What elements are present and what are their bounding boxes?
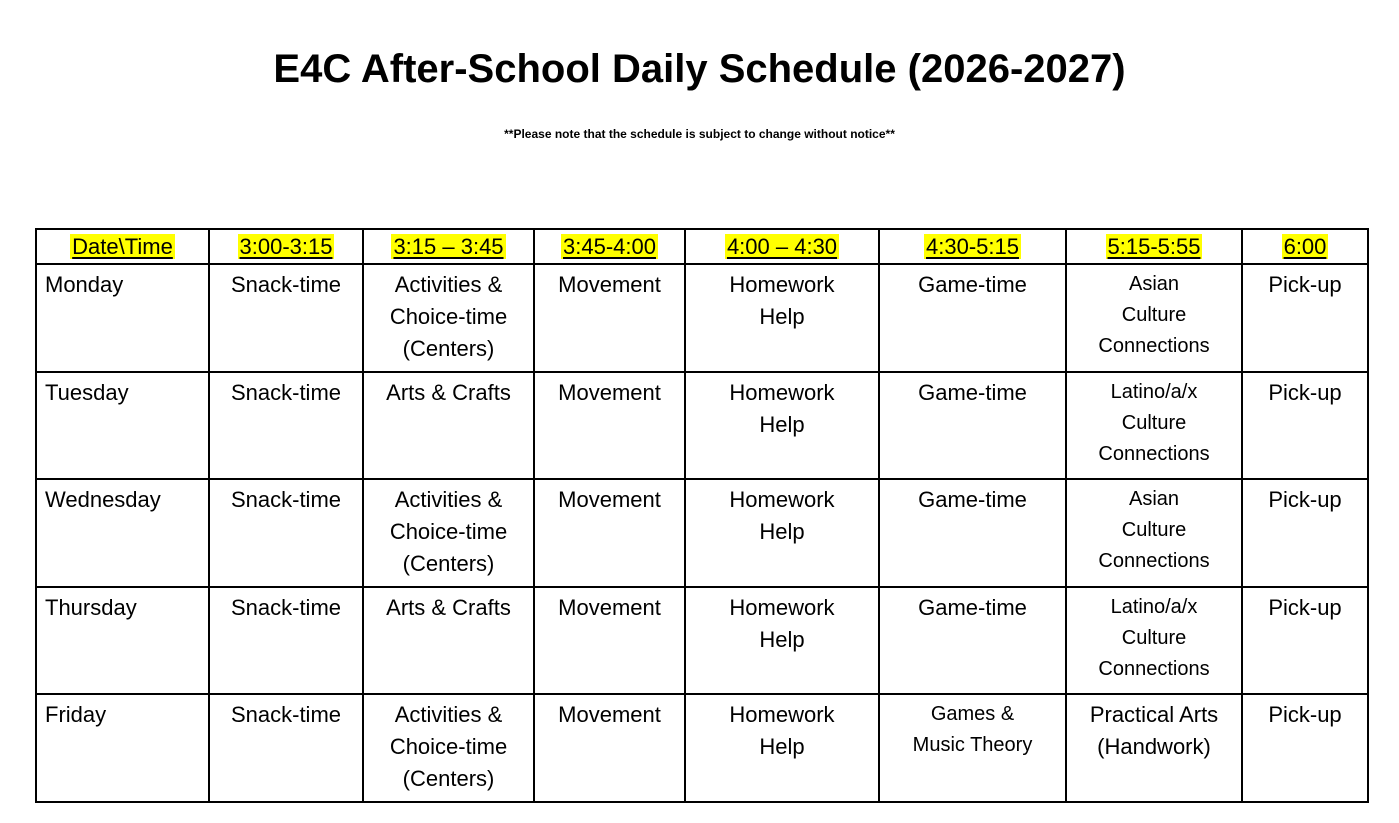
header-cell (1242, 229, 1368, 264)
cell-line: Culture (1121, 412, 1187, 434)
schedule-cell (1066, 264, 1242, 372)
day-cell: Friday (36, 694, 209, 802)
cell-line: Homework (729, 380, 835, 405)
schedule-cell: Pick-up (1242, 264, 1368, 372)
cell-line: Arts & Crafts (386, 380, 511, 405)
schedule-cell (879, 372, 1066, 479)
cell-line: Asian (1128, 488, 1180, 510)
schedule-cell (1066, 587, 1242, 694)
schedule-cell: Pick-up (1242, 479, 1368, 587)
table-row (36, 587, 1368, 694)
schedule-cell: Snack-time (209, 694, 363, 802)
schedule-cell: Movement (534, 694, 685, 802)
header-cell (879, 229, 1066, 264)
day-cell: Thursday (36, 587, 209, 694)
schedule-cell (879, 264, 1066, 372)
header-label: 3:15 – 3:45 (393, 234, 504, 259)
cell-line: (Centers) (402, 551, 495, 576)
schedule-cell: Movement (534, 587, 685, 694)
cell-line: Game-time (918, 272, 1027, 297)
cell-line: (Centers) (402, 766, 495, 791)
header-cell (209, 229, 363, 264)
schedule-cell: Snack-time (209, 264, 363, 372)
cell-line: Latino/a/x (1110, 596, 1198, 618)
header-label: 3:45-4:00 (563, 234, 656, 259)
cell-line: Choice-time (389, 304, 508, 329)
schedule-cell (685, 372, 879, 479)
schedule-cell (363, 694, 534, 802)
schedule-cell (879, 587, 1066, 694)
cell-line: Activities & (394, 487, 503, 512)
schedule-cell (685, 264, 879, 372)
day-cell: Monday (36, 264, 209, 372)
schedule-cell: Snack-time (209, 587, 363, 694)
schedule-cell (879, 479, 1066, 587)
cell-line: Homework (729, 272, 835, 297)
cell-line: Culture (1121, 519, 1187, 541)
cell-line: Arts & Crafts (386, 595, 511, 620)
schedule-change-notice: **Please note that the schedule is subject to change without notice** (504, 127, 895, 141)
schedule-cell: Pick-up (1242, 587, 1368, 694)
cell-line: Choice-time (389, 519, 508, 544)
cell-line: Practical Arts (1089, 702, 1219, 727)
schedule-cell (363, 587, 534, 694)
header-label: 4:30-5:15 (926, 234, 1019, 259)
page-title: E4C After-School Daily Schedule (2026-2027) (273, 47, 1126, 91)
header-label: 4:00 – 4:30 (726, 234, 838, 259)
schedule-cell (1066, 694, 1242, 802)
cell-line: Games & (930, 703, 1015, 725)
cell-line: Music Theory (912, 734, 1033, 756)
schedule-cell: Snack-time (209, 479, 363, 587)
schedule-cell: Snack-time (209, 372, 363, 479)
table-row (36, 694, 1368, 802)
cell-line: Help (759, 304, 805, 329)
cell-line: Connections (1098, 443, 1210, 465)
cell-line: Culture (1121, 627, 1187, 649)
schedule-cell: Pick-up (1242, 694, 1368, 802)
header-cell (36, 229, 209, 264)
header-cell (1066, 229, 1242, 264)
header-label: Date\Time (72, 234, 173, 259)
cell-line: Connections (1098, 335, 1210, 357)
day-cell: Wednesday (36, 479, 209, 587)
cell-line: Connections (1098, 550, 1210, 572)
cell-line: Connections (1098, 658, 1210, 680)
cell-line: Help (759, 519, 805, 544)
schedule-cell (685, 479, 879, 587)
cell-line: Help (759, 412, 805, 437)
cell-line: Culture (1121, 304, 1187, 326)
header-label: 3:00-3:15 (239, 234, 333, 259)
cell-line: Activities & (394, 702, 503, 727)
header-cell (534, 229, 685, 264)
header-cell (363, 229, 534, 264)
schedule-cell (685, 587, 879, 694)
cell-line: Homework (729, 487, 835, 512)
cell-line: Game-time (918, 380, 1027, 405)
cell-line: Homework (729, 702, 835, 727)
table-row (36, 479, 1368, 587)
cell-line: Latino/a/x (1110, 381, 1198, 403)
schedule-cell (363, 372, 534, 479)
cell-line: Help (759, 734, 805, 759)
cell-line: Help (759, 627, 805, 652)
cell-line: Asian (1128, 273, 1180, 295)
header-row (36, 229, 1368, 264)
table-row (36, 264, 1368, 372)
schedule-cell (685, 694, 879, 802)
header-label: 5:15-5:55 (1107, 234, 1201, 259)
cell-line: Game-time (918, 595, 1027, 620)
schedule-cell (879, 694, 1066, 802)
day-cell: Tuesday (36, 372, 209, 479)
schedule-cell (363, 479, 534, 587)
cell-line: Game-time (918, 487, 1027, 512)
schedule-cell: Movement (534, 479, 685, 587)
schedule-cell (363, 264, 534, 372)
cell-line: (Centers) (402, 336, 495, 361)
cell-line: Activities & (394, 272, 503, 297)
schedule-cell (1066, 479, 1242, 587)
schedule-cell: Movement (534, 372, 685, 479)
schedule-cell: Movement (534, 264, 685, 372)
table-row (36, 372, 1368, 479)
schedule-cell: Pick-up (1242, 372, 1368, 479)
schedule-table (35, 228, 1369, 803)
header-label: 6:00 (1283, 234, 1327, 259)
header-cell (685, 229, 879, 264)
cell-line: (Handwork) (1097, 734, 1211, 759)
cell-line: Homework (729, 595, 835, 620)
cell-line: Choice-time (389, 734, 508, 759)
schedule-cell (1066, 372, 1242, 479)
